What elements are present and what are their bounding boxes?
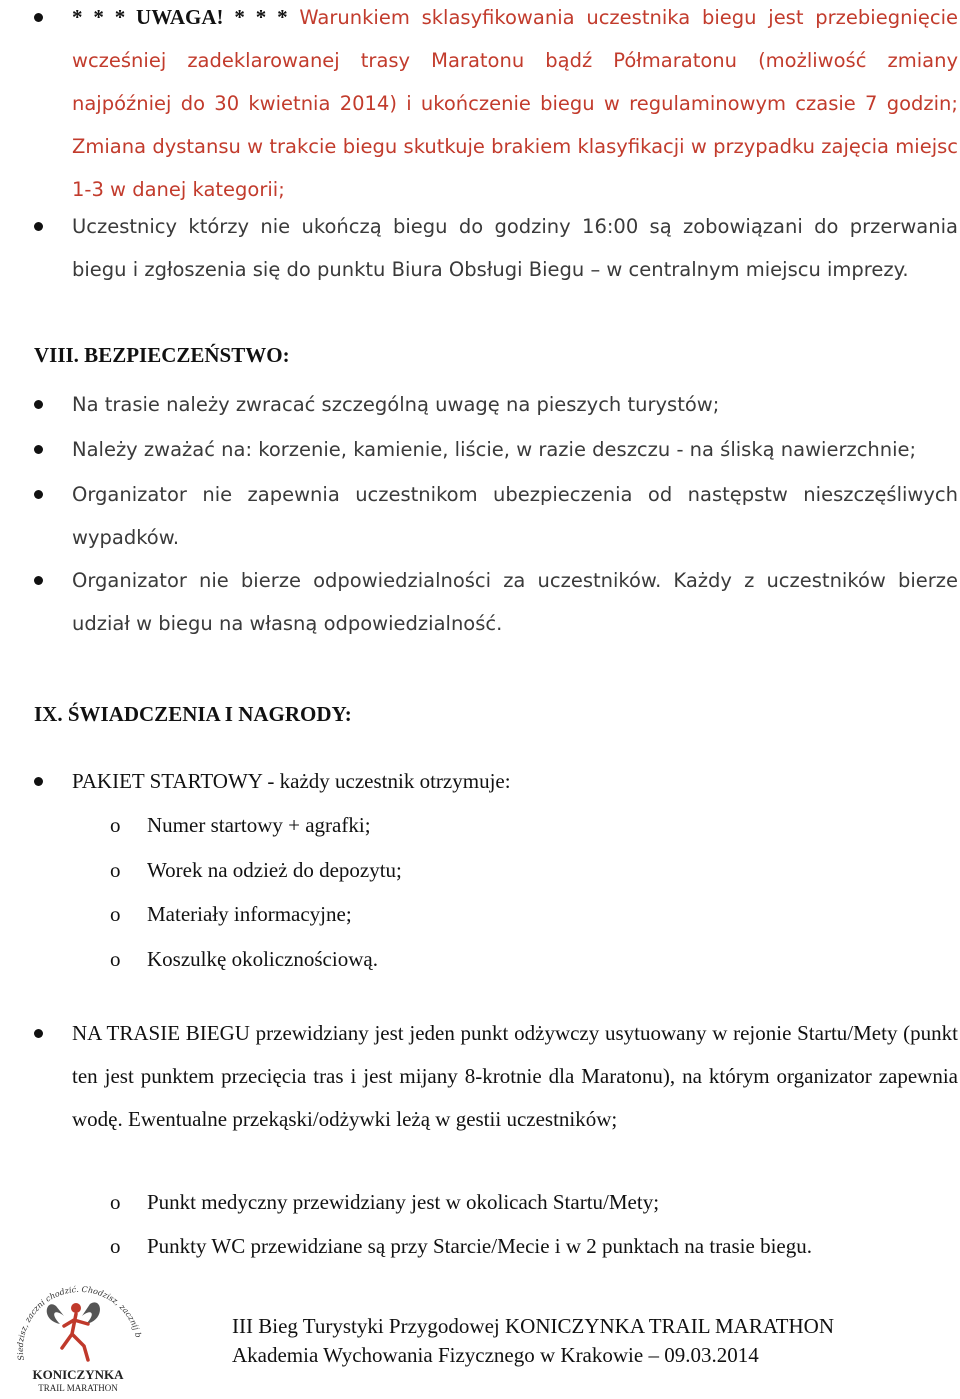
sub-marker: o bbox=[110, 1190, 121, 1214]
safety-item-2: Należy zważać na: korzenie, kamienie, liście, w razie deszczu - na śliską nawierzchnie; bbox=[72, 438, 917, 461]
package-item-2: Worek na odzież do depozytu; bbox=[147, 858, 402, 882]
safety-item-4: Organizator nie bierze odpowiedzialności za uczestników. Każdy z uczestników bierze udział w biegu na własną odpowiedzialność. bbox=[72, 569, 958, 635]
benefits-heading: IX. ŚWIADCZENIA I NAGRODY: bbox=[34, 702, 352, 726]
route-item-2: Punkty WC przewidziane są przy Starcie/Mecie i w 2 punktach na trasie biegu. bbox=[147, 1234, 812, 1258]
bullet-safety-3 bbox=[34, 490, 43, 499]
safety-item-3: Organizator nie zapewnia uczestnikom ubezpieczenia od następstw nieszczęśliwych wypadków. bbox=[72, 483, 958, 549]
package-item-1: Numer startowy + agrafki; bbox=[147, 813, 371, 837]
footer-line-2: Akademia Wychowania Fizycznego w Krakowie – 09.03.2014 bbox=[232, 1343, 759, 1367]
bullet-safety-1 bbox=[34, 400, 43, 409]
package-item-4: Koszulkę okolicznościową. bbox=[147, 947, 378, 971]
bullet-safety-2 bbox=[34, 445, 43, 454]
sub-marker: o bbox=[110, 947, 121, 971]
runner-icon bbox=[47, 1302, 100, 1360]
sub-marker: o bbox=[110, 858, 121, 882]
sub-marker: o bbox=[110, 1234, 121, 1258]
finish-rule-paragraph: Uczestnicy którzy nie ukończą biegu do godziny 16:00 są zobowiązani do przerwania biegu i zgłoszenia się do punktu Biura Obsługi Biegu – w centralnym miejscu imprezy. bbox=[72, 215, 958, 281]
package-intro: PAKIET STARTOWY - każdy uczestnik otrzymuje: bbox=[72, 769, 511, 793]
route-paragraph: NA TRASIE BIEGU przewidziany jest jeden punkt odżywczy usytuowany w rejonie Startu/Mety (punkt ten jest punktem przecięcia tras i jest mijany 8-krotnie dla Maratonu), na którym organizator zapewnia wodę. Ewentualne przekąski/odżywki leżą w gestii uczestników; bbox=[72, 1021, 958, 1131]
bullet-safety-4 bbox=[34, 576, 43, 585]
bullet-route bbox=[34, 1029, 43, 1038]
route-item-1: Punkt medyczny przewidziany jest w okolicach Startu/Mety; bbox=[147, 1190, 660, 1214]
koniczynka-logo bbox=[6, 1268, 150, 1394]
bullet-warning bbox=[34, 13, 43, 22]
logo-motto: Siedzisz, zaczni chodzić. Chodzisz, zacznij b bbox=[15, 1284, 143, 1362]
footer-line-1: III Bieg Turystyki Przygodowej KONICZYNKA TRAIL MARATHON bbox=[232, 1314, 834, 1338]
logo-sub: TRAIL MARATHON bbox=[38, 1383, 118, 1393]
warning-paragraph bbox=[72, 0, 958, 211]
bullet-package bbox=[34, 777, 43, 786]
sub-marker: o bbox=[110, 902, 121, 926]
safety-heading: VIII. BEZPIECZEŃSTWO: bbox=[34, 343, 290, 367]
logo-name: KONICZYNKA bbox=[32, 1367, 124, 1382]
warning-label: * * * UWAGA! * * * bbox=[72, 5, 288, 29]
bullet-finish bbox=[34, 222, 43, 231]
safety-item-1: Na trasie należy zwracać szczególną uwagę na pieszych turystów; bbox=[72, 393, 720, 416]
sub-marker: o bbox=[110, 813, 121, 837]
package-item-3: Materiały informacyjne; bbox=[147, 902, 352, 926]
warning-text: Warunkiem sklasyfikowania uczestnika biegu jest przebiegnięcie wcześniej zadeklarowanej trasy Maratonu bądź Półmaratonu (możliwość zmiany najpóźniej do 30 kwietnia 2014) i ukończenie biegu w regulaminowym czasie 7 godzin; Zmiana dystansu w trakcie biegu skutkuje brakiem klasyfikacji w przypadku zajęcia miejsc 1-3 w danej kategorii; bbox=[72, 6, 958, 201]
